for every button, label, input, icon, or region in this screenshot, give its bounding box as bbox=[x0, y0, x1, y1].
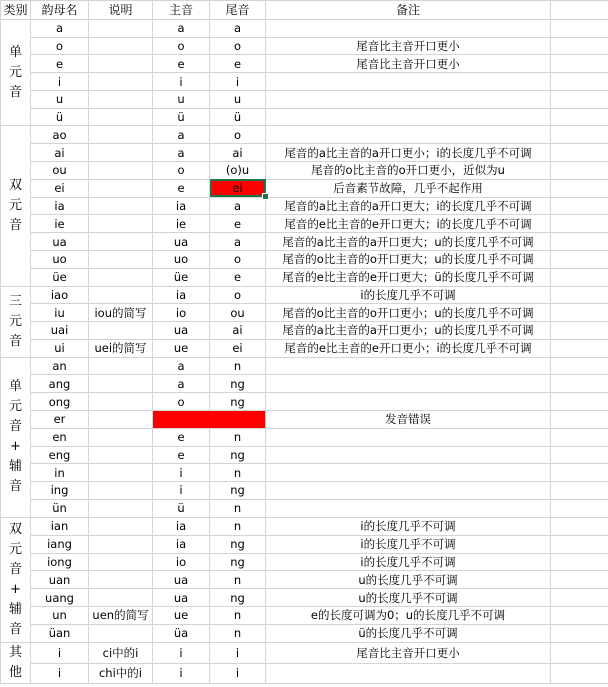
note-cell[interactable] bbox=[89, 286, 153, 304]
empty-cell[interactable] bbox=[551, 304, 608, 322]
table-row bbox=[1, 482, 608, 500]
empty-cell[interactable] bbox=[551, 90, 608, 108]
main-sound-cell[interactable]: i bbox=[153, 642, 210, 664]
remark-cell[interactable] bbox=[266, 375, 551, 393]
tail-sound-cell[interactable]: (o)u bbox=[210, 162, 266, 180]
column-header[interactable]: 韵母名 bbox=[31, 1, 89, 20]
note-cell[interactable] bbox=[89, 393, 153, 411]
category-cell[interactable]: 单 元 音 bbox=[1, 19, 31, 126]
main-sound-cell[interactable]: ue bbox=[153, 606, 210, 624]
final-name-cell[interactable]: üan bbox=[31, 624, 89, 642]
main-sound-cell[interactable]: o bbox=[153, 162, 210, 180]
note-cell[interactable] bbox=[89, 19, 153, 37]
tail-sound-cell[interactable]: ng bbox=[210, 535, 266, 553]
table-row bbox=[1, 322, 608, 340]
remark-cell[interactable] bbox=[266, 664, 551, 683]
final-name-cell[interactable]: ui bbox=[31, 339, 89, 357]
note-cell[interactable] bbox=[89, 517, 153, 535]
note-cell[interactable] bbox=[89, 233, 153, 251]
main-sound-cell[interactable]: u bbox=[153, 90, 210, 108]
table-row bbox=[1, 428, 608, 446]
tail-sound-cell[interactable]: i bbox=[210, 642, 266, 664]
main-sound-cell[interactable]: a bbox=[153, 357, 210, 375]
remark-cell[interactable]: i的长度几乎不可调 bbox=[266, 535, 551, 553]
remark-cell[interactable]: 尾音比主音开口更小 bbox=[266, 55, 551, 73]
remark-cell[interactable]: 尾音的e比主音的e开口更大；i的长度几乎不可调 bbox=[266, 215, 551, 233]
remark-cell[interactable]: u的长度几乎不可调 bbox=[266, 571, 551, 589]
note-cell[interactable] bbox=[89, 375, 153, 393]
empty-cell[interactable] bbox=[551, 517, 608, 535]
note-cell[interactable] bbox=[89, 215, 153, 233]
note-cell[interactable] bbox=[89, 144, 153, 162]
remark-cell[interactable]: 尾音的o比主音的o开口更大；u的长度几乎不可调 bbox=[266, 250, 551, 268]
tail-sound-cell[interactable]: o bbox=[210, 286, 266, 304]
final-name-cell[interactable]: ou bbox=[31, 162, 89, 180]
main-sound-cell[interactable]: i bbox=[153, 664, 210, 683]
tail-sound-cell[interactable]: n bbox=[210, 464, 266, 482]
tail-sound-cell[interactable]: ai bbox=[210, 144, 266, 162]
table-row bbox=[1, 144, 608, 162]
table-row bbox=[1, 606, 608, 624]
final-name-cell[interactable]: in bbox=[31, 464, 89, 482]
remark-cell[interactable]: i的长度几乎不可调 bbox=[266, 553, 551, 571]
main-sound-cell[interactable]: e bbox=[153, 55, 210, 73]
remark-cell[interactable]: 尾音比主音开口更小 bbox=[266, 642, 551, 664]
remark-cell[interactable]: 尾音的a比主音的a开口更小；u的长度几乎不可调 bbox=[266, 322, 551, 340]
tail-sound-cell[interactable]: ei bbox=[210, 179, 266, 197]
table-row bbox=[1, 517, 608, 535]
header-row bbox=[1, 1, 608, 20]
tail-sound-cell[interactable]: o bbox=[210, 37, 266, 55]
main-sound-cell[interactable]: e bbox=[153, 428, 210, 446]
note-cell[interactable]: uei的简写 bbox=[89, 339, 153, 357]
tail-sound-cell[interactable]: e bbox=[210, 215, 266, 233]
table-row bbox=[1, 250, 608, 268]
tail-sound-cell[interactable]: n bbox=[210, 624, 266, 642]
final-name-cell[interactable]: ia bbox=[31, 197, 89, 215]
empty-cell[interactable] bbox=[551, 482, 608, 500]
remark-cell[interactable] bbox=[266, 464, 551, 482]
main-sound-cell[interactable]: ia bbox=[153, 535, 210, 553]
main-sound-cell[interactable] bbox=[153, 410, 266, 428]
final-name-cell[interactable]: ei bbox=[31, 179, 89, 197]
tail-sound-cell[interactable]: ng bbox=[210, 553, 266, 571]
remark-cell[interactable] bbox=[266, 393, 551, 411]
remark-cell[interactable] bbox=[266, 428, 551, 446]
note-cell[interactable] bbox=[89, 108, 153, 126]
empty-cell[interactable] bbox=[551, 1, 608, 20]
remark-cell[interactable]: 尾音的o比主音的o开口更小；u的长度几乎不可调 bbox=[266, 304, 551, 322]
empty-cell[interactable] bbox=[551, 499, 608, 517]
table-row bbox=[1, 286, 608, 304]
empty-cell[interactable] bbox=[551, 162, 608, 180]
main-sound-cell[interactable]: i bbox=[153, 73, 210, 91]
final-name-cell[interactable]: iu bbox=[31, 304, 89, 322]
remark-cell[interactable] bbox=[266, 482, 551, 500]
tail-sound-cell[interactable]: e bbox=[210, 55, 266, 73]
note-cell[interactable] bbox=[89, 589, 153, 607]
tail-sound-cell[interactable]: u bbox=[210, 90, 266, 108]
empty-cell[interactable] bbox=[551, 606, 608, 624]
main-sound-cell[interactable]: o bbox=[153, 37, 210, 55]
final-name-cell[interactable]: o bbox=[31, 37, 89, 55]
empty-cell[interactable] bbox=[551, 37, 608, 55]
note-cell[interactable]: uen的简写 bbox=[89, 606, 153, 624]
table-row bbox=[1, 304, 608, 322]
table-row bbox=[1, 126, 608, 144]
tail-sound-cell[interactable]: i bbox=[210, 73, 266, 91]
empty-cell[interactable] bbox=[551, 215, 608, 233]
table-row bbox=[1, 446, 608, 464]
final-name-cell[interactable]: ao bbox=[31, 126, 89, 144]
table-row bbox=[1, 90, 608, 108]
empty-cell[interactable] bbox=[551, 73, 608, 91]
tail-sound-cell[interactable]: ng bbox=[210, 393, 266, 411]
note-cell[interactable] bbox=[89, 126, 153, 144]
note-cell[interactable] bbox=[89, 197, 153, 215]
table-row bbox=[1, 179, 608, 197]
final-name-cell[interactable]: ang bbox=[31, 375, 89, 393]
main-sound-cell[interactable]: üa bbox=[153, 624, 210, 642]
final-name-cell[interactable]: e bbox=[31, 55, 89, 73]
note-cell[interactable] bbox=[89, 73, 153, 91]
note-cell[interactable] bbox=[89, 535, 153, 553]
remark-cell[interactable] bbox=[266, 19, 551, 37]
note-cell[interactable] bbox=[89, 322, 153, 340]
remark-cell[interactable]: 尾音的a比主音的a开口更小；i的长度几乎不可调 bbox=[266, 144, 551, 162]
note-cell[interactable] bbox=[89, 553, 153, 571]
table-row bbox=[1, 19, 608, 37]
empty-cell[interactable] bbox=[551, 179, 608, 197]
empty-cell[interactable] bbox=[551, 19, 608, 37]
empty-cell[interactable] bbox=[551, 664, 608, 683]
final-name-cell[interactable]: uan bbox=[31, 571, 89, 589]
column-header[interactable]: 主音 bbox=[153, 1, 210, 20]
tail-sound-cell[interactable]: ü bbox=[210, 108, 266, 126]
final-name-cell[interactable]: ie bbox=[31, 215, 89, 233]
tail-sound-cell[interactable]: n bbox=[210, 499, 266, 517]
note-cell[interactable] bbox=[89, 268, 153, 286]
empty-cell[interactable] bbox=[551, 642, 608, 664]
note-cell[interactable]: iou的简写 bbox=[89, 304, 153, 322]
empty-cell[interactable] bbox=[551, 55, 608, 73]
final-name-cell[interactable]: en bbox=[31, 428, 89, 446]
main-sound-cell[interactable]: ia bbox=[153, 286, 210, 304]
table-row bbox=[1, 268, 608, 286]
tail-sound-cell[interactable]: ng bbox=[210, 375, 266, 393]
note-cell[interactable] bbox=[89, 90, 153, 108]
main-sound-cell[interactable]: ia bbox=[153, 517, 210, 535]
empty-cell[interactable] bbox=[551, 428, 608, 446]
category-cell[interactable]: 其 他 bbox=[1, 642, 31, 683]
final-name-cell[interactable]: er bbox=[31, 410, 89, 428]
empty-cell[interactable] bbox=[551, 339, 608, 357]
main-sound-cell[interactable]: a bbox=[153, 375, 210, 393]
tail-sound-cell[interactable]: i bbox=[210, 664, 266, 683]
tail-sound-cell[interactable]: e bbox=[210, 268, 266, 286]
main-sound-cell[interactable]: io bbox=[153, 304, 210, 322]
final-name-cell[interactable]: a bbox=[31, 19, 89, 37]
remark-cell[interactable] bbox=[266, 499, 551, 517]
main-sound-cell[interactable]: ua bbox=[153, 589, 210, 607]
remark-cell[interactable] bbox=[266, 90, 551, 108]
table-row bbox=[1, 339, 608, 357]
category-cell[interactable]: 双 元 音 + 辅 音 bbox=[1, 517, 31, 642]
empty-cell[interactable] bbox=[551, 250, 608, 268]
tail-sound-cell[interactable]: a bbox=[210, 19, 266, 37]
remark-cell[interactable] bbox=[266, 357, 551, 375]
tail-sound-cell[interactable]: ai bbox=[210, 322, 266, 340]
remark-cell[interactable]: 发音错误 bbox=[266, 410, 551, 428]
remark-cell[interactable]: 尾音的e比主音的e开口更小；i的长度几乎不可调 bbox=[266, 339, 551, 357]
final-name-cell[interactable]: ün bbox=[31, 499, 89, 517]
tail-sound-cell[interactable]: ou bbox=[210, 304, 266, 322]
empty-cell[interactable] bbox=[551, 410, 608, 428]
note-cell[interactable] bbox=[89, 357, 153, 375]
final-name-cell[interactable]: i bbox=[31, 73, 89, 91]
note-cell[interactable] bbox=[89, 428, 153, 446]
final-name-cell[interactable]: uang bbox=[31, 589, 89, 607]
final-name-cell[interactable]: üe bbox=[31, 268, 89, 286]
table-row bbox=[1, 162, 608, 180]
table-row bbox=[1, 664, 608, 683]
table-row bbox=[1, 37, 608, 55]
table-row bbox=[1, 499, 608, 517]
empty-cell[interactable] bbox=[551, 108, 608, 126]
tail-sound-cell[interactable]: ng bbox=[210, 446, 266, 464]
remark-cell[interactable]: 尾音的a比主音的a开口更大；i的长度几乎不可调 bbox=[266, 197, 551, 215]
table-row bbox=[1, 55, 608, 73]
table-row bbox=[1, 197, 608, 215]
final-name-cell[interactable]: uai bbox=[31, 322, 89, 340]
remark-cell[interactable] bbox=[266, 446, 551, 464]
tail-sound-cell[interactable]: ng bbox=[210, 589, 266, 607]
table-row bbox=[1, 233, 608, 251]
empty-cell[interactable] bbox=[551, 393, 608, 411]
table-row bbox=[1, 410, 608, 428]
empty-cell[interactable] bbox=[551, 464, 608, 482]
main-sound-cell[interactable]: i bbox=[153, 464, 210, 482]
table-row bbox=[1, 375, 608, 393]
main-sound-cell[interactable]: ü bbox=[153, 108, 210, 126]
table-row bbox=[1, 73, 608, 91]
main-sound-cell[interactable]: ie bbox=[153, 215, 210, 233]
remark-cell[interactable]: 尾音比主音开口更小 bbox=[266, 37, 551, 55]
tail-sound-cell[interactable]: n bbox=[210, 357, 266, 375]
main-sound-cell[interactable]: ua bbox=[153, 322, 210, 340]
tail-sound-cell[interactable]: n bbox=[210, 571, 266, 589]
empty-cell[interactable] bbox=[551, 197, 608, 215]
category-cell[interactable]: 双 元 音 bbox=[1, 126, 31, 286]
column-header[interactable]: 备注 bbox=[266, 1, 551, 20]
final-name-cell[interactable]: i bbox=[31, 664, 89, 683]
note-cell[interactable] bbox=[89, 250, 153, 268]
final-name-cell[interactable]: eng bbox=[31, 446, 89, 464]
tail-sound-cell[interactable]: n bbox=[210, 517, 266, 535]
note-cell[interactable] bbox=[89, 499, 153, 517]
main-sound-cell[interactable]: ua bbox=[153, 233, 210, 251]
category-cell[interactable]: 单 元 音 + 辅 音 bbox=[1, 357, 31, 517]
tail-sound-cell[interactable]: ng bbox=[210, 482, 266, 500]
remark-cell[interactable]: u的长度几乎不可调 bbox=[266, 589, 551, 607]
remark-cell[interactable]: i的长度几乎不可调 bbox=[266, 286, 551, 304]
table-row bbox=[1, 357, 608, 375]
note-cell[interactable] bbox=[89, 410, 153, 428]
note-cell[interactable] bbox=[89, 482, 153, 500]
tail-sound-cell[interactable]: o bbox=[210, 250, 266, 268]
final-name-cell[interactable]: un bbox=[31, 606, 89, 624]
remark-cell[interactable]: 尾音的o比主音的o开口更小，近似为u bbox=[266, 162, 551, 180]
column-header[interactable]: 类别 bbox=[1, 1, 31, 20]
main-sound-cell[interactable]: uo bbox=[153, 250, 210, 268]
main-sound-cell[interactable]: o bbox=[153, 393, 210, 411]
note-cell[interactable] bbox=[89, 464, 153, 482]
column-header[interactable]: 尾音 bbox=[210, 1, 266, 20]
note-cell[interactable] bbox=[89, 179, 153, 197]
remark-cell[interactable] bbox=[266, 126, 551, 144]
table-row bbox=[1, 589, 608, 607]
remark-cell[interactable]: ü的长度几乎不可调 bbox=[266, 624, 551, 642]
table-row bbox=[1, 553, 608, 571]
main-sound-cell[interactable]: io bbox=[153, 553, 210, 571]
final-name-cell[interactable]: ua bbox=[31, 233, 89, 251]
empty-cell[interactable] bbox=[551, 375, 608, 393]
main-sound-cell[interactable]: a bbox=[153, 126, 210, 144]
final-name-cell[interactable]: i bbox=[31, 642, 89, 664]
table-row bbox=[1, 108, 608, 126]
table-row bbox=[1, 215, 608, 233]
main-sound-cell[interactable]: e bbox=[153, 446, 210, 464]
table-row bbox=[1, 393, 608, 411]
tail-sound-cell[interactable]: n bbox=[210, 606, 266, 624]
column-header[interactable]: 说明 bbox=[89, 1, 153, 20]
final-name-cell[interactable]: ai bbox=[31, 144, 89, 162]
empty-cell[interactable] bbox=[551, 535, 608, 553]
empty-cell[interactable] bbox=[551, 571, 608, 589]
empty-cell[interactable] bbox=[551, 589, 608, 607]
note-cell[interactable] bbox=[89, 162, 153, 180]
final-name-cell[interactable]: iong bbox=[31, 553, 89, 571]
remark-cell[interactable] bbox=[266, 73, 551, 91]
remark-cell[interactable]: e的长度可调为0；u的长度几乎不可调 bbox=[266, 606, 551, 624]
note-cell[interactable]: ci中的i bbox=[89, 642, 153, 664]
main-sound-cell[interactable]: ue bbox=[153, 339, 210, 357]
fill-handle[interactable] bbox=[262, 193, 269, 200]
final-name-cell[interactable]: iang bbox=[31, 535, 89, 553]
main-sound-cell[interactable]: üe bbox=[153, 268, 210, 286]
empty-cell[interactable] bbox=[551, 553, 608, 571]
final-name-cell[interactable]: ong bbox=[31, 393, 89, 411]
main-sound-cell[interactable]: ua bbox=[153, 571, 210, 589]
main-sound-cell[interactable]: a bbox=[153, 19, 210, 37]
empty-cell[interactable] bbox=[551, 126, 608, 144]
main-sound-cell[interactable]: ia bbox=[153, 197, 210, 215]
table-row bbox=[1, 624, 608, 642]
table-row bbox=[1, 642, 608, 664]
note-cell[interactable] bbox=[89, 446, 153, 464]
empty-cell[interactable] bbox=[551, 322, 608, 340]
remark-cell[interactable]: 尾音的a比主音的a开口更大；u的长度几乎不可调 bbox=[266, 233, 551, 251]
table-row bbox=[1, 571, 608, 589]
note-cell[interactable] bbox=[89, 55, 153, 73]
empty-cell[interactable] bbox=[551, 357, 608, 375]
empty-cell[interactable] bbox=[551, 624, 608, 642]
note-cell[interactable] bbox=[89, 571, 153, 589]
final-name-cell[interactable]: ü bbox=[31, 108, 89, 126]
main-sound-cell[interactable]: i bbox=[153, 482, 210, 500]
table-row bbox=[1, 535, 608, 553]
final-name-cell[interactable]: ian bbox=[31, 517, 89, 535]
empty-cell[interactable] bbox=[551, 268, 608, 286]
tail-sound-cell[interactable]: o bbox=[210, 126, 266, 144]
table-row bbox=[1, 464, 608, 482]
empty-cell[interactable] bbox=[551, 446, 608, 464]
remark-cell[interactable] bbox=[266, 108, 551, 126]
final-name-cell[interactable]: u bbox=[31, 90, 89, 108]
final-name-cell[interactable]: uo bbox=[31, 250, 89, 268]
tail-sound-cell[interactable]: ei bbox=[210, 339, 266, 357]
note-cell[interactable]: chi中的i bbox=[89, 664, 153, 683]
remark-cell[interactable]: i的长度几乎不可调 bbox=[266, 517, 551, 535]
tail-sound-cell[interactable]: n bbox=[210, 428, 266, 446]
empty-cell[interactable] bbox=[551, 286, 608, 304]
final-name-cell[interactable]: an bbox=[31, 357, 89, 375]
tail-sound-cell[interactable]: a bbox=[210, 197, 266, 215]
final-name-cell[interactable]: iao bbox=[31, 286, 89, 304]
empty-cell[interactable] bbox=[551, 144, 608, 162]
final-name-cell[interactable]: ing bbox=[31, 482, 89, 500]
main-sound-cell[interactable]: e bbox=[153, 179, 210, 197]
tail-sound-cell[interactable]: a bbox=[210, 233, 266, 251]
main-sound-cell[interactable]: a bbox=[153, 144, 210, 162]
main-sound-cell[interactable]: ü bbox=[153, 499, 210, 517]
remark-cell[interactable]: 后音素节故障，几乎不起作用 bbox=[266, 179, 551, 197]
note-cell[interactable] bbox=[89, 37, 153, 55]
empty-cell[interactable] bbox=[551, 233, 608, 251]
remark-cell[interactable]: 尾音的e比主音的e开口更大；ü的长度几乎不可调 bbox=[266, 268, 551, 286]
category-cell[interactable]: 三 元 音 bbox=[1, 286, 31, 357]
note-cell[interactable] bbox=[89, 624, 153, 642]
